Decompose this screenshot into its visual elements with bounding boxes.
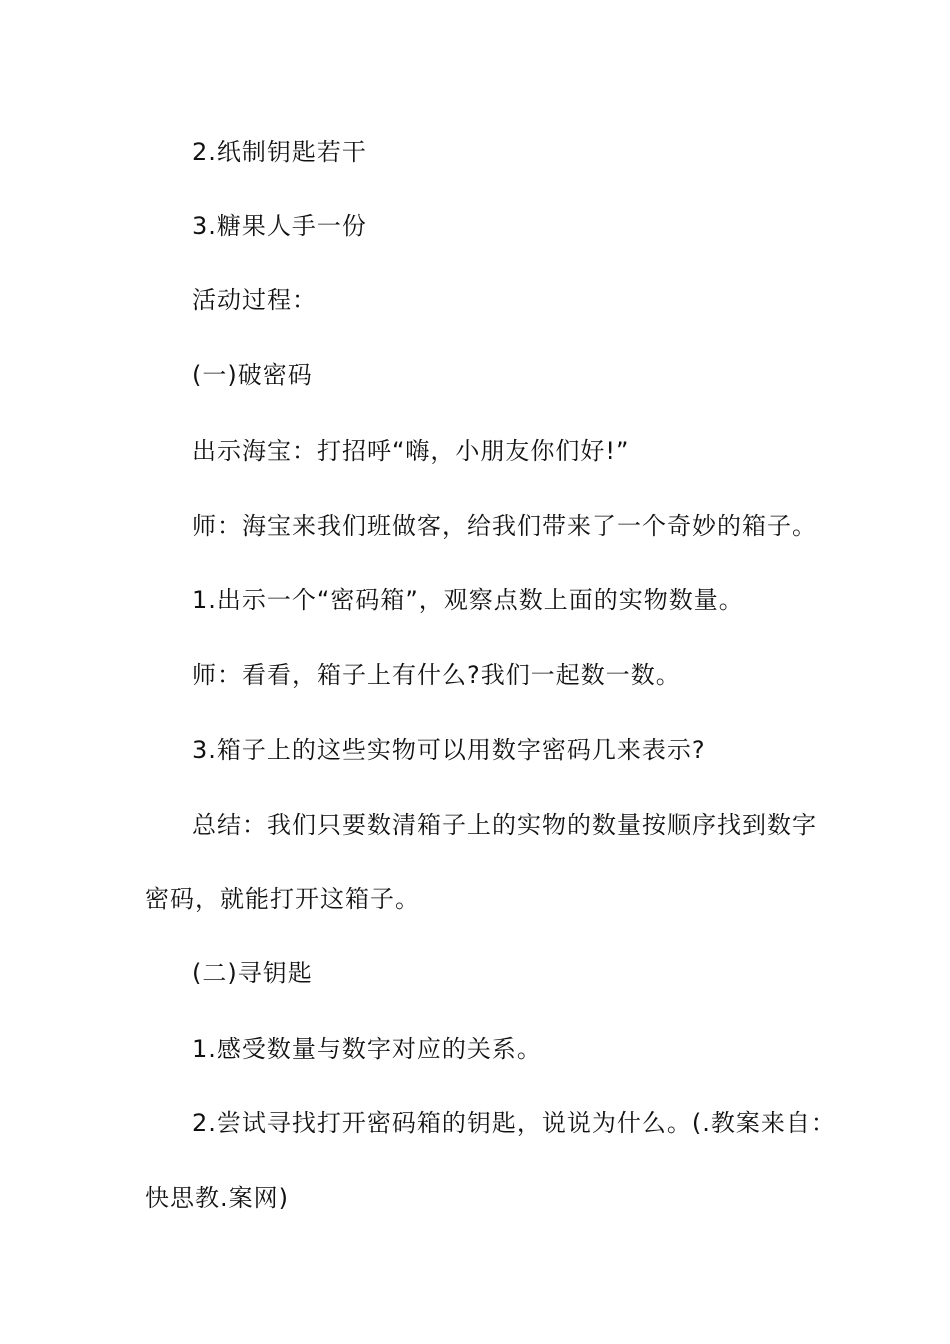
paragraph-line: 1.出示一个“密码箱”，观察点数上面的实物数量。 [192, 586, 744, 614]
paragraph-line: 师：海宝来我们班做客，给我们带来了一个奇妙的箱子。 [192, 512, 817, 540]
section-heading-activity-process: 活动过程： [192, 286, 317, 314]
paragraph-line: 总结：我们只要数清箱子上的实物的数量按顺序找到数字 [192, 811, 817, 839]
subsection-heading-2: (二)寻钥匙 [192, 959, 313, 987]
paragraph-line: 1.感受数量与数字对应的关系。 [192, 1035, 542, 1063]
subsection-heading-1: (一)破密码 [192, 361, 313, 389]
paragraph-line: 出示海宝：打招呼“嗨，小朋友你们好!” [192, 437, 630, 465]
paragraph-line: 3.箱子上的这些实物可以用数字密码几来表示? [192, 736, 706, 764]
paragraph-line: 2.尝试寻找打开密码箱的钥匙，说说为什么。(.教案来自： [192, 1109, 836, 1137]
paragraph-line-continuation: 快思教.案网) [145, 1184, 289, 1212]
paragraph-line: 师：看看，箱子上有什么?我们一起数一数。 [192, 661, 681, 689]
paragraph-line-continuation: 密码，就能打开这箱子。 [145, 885, 420, 913]
material-item-2: 2.纸制钥匙若干 [192, 138, 367, 166]
material-item-3: 3.糖果人手一份 [192, 212, 367, 240]
